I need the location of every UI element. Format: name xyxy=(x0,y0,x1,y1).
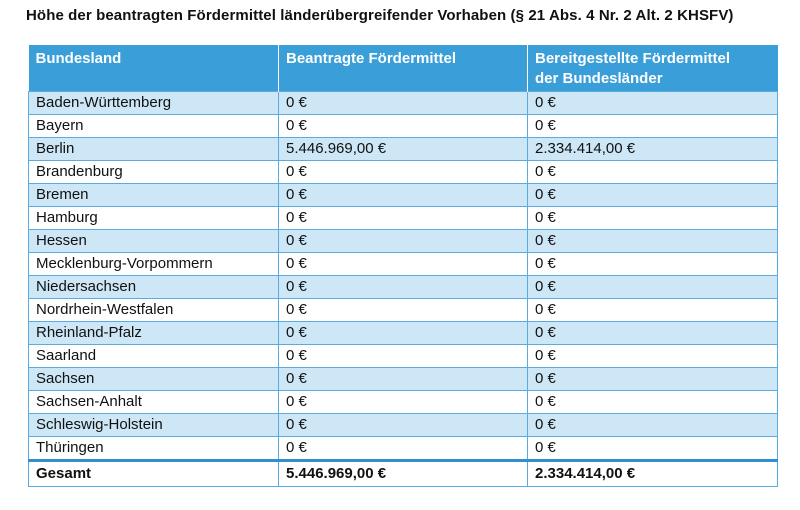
cell-bereitgestellt: 0 € xyxy=(528,414,778,437)
cell-beantragt: 5.446.969,00 € xyxy=(279,138,528,161)
table-row xyxy=(29,161,778,184)
funding-table xyxy=(28,45,778,487)
cell-bereitgestellt: 0 € xyxy=(528,299,778,322)
table-row xyxy=(29,322,778,345)
cell-bundesland: Rheinland-Pfalz xyxy=(29,322,279,345)
cell-beantragt: 0 € xyxy=(279,92,528,115)
table-row xyxy=(29,368,778,391)
cell-bereitgestellt: 0 € xyxy=(528,184,778,207)
cell-beantragt: 0 € xyxy=(279,276,528,299)
header-bundesland: Bundesland xyxy=(29,45,279,92)
table-row xyxy=(29,92,778,115)
cell-bundesland: Schleswig-Holstein xyxy=(29,414,279,437)
cell-bereitgestellt: 0 € xyxy=(528,92,778,115)
cell-bundesland: Hessen xyxy=(29,230,279,253)
cell-bereitgestellt: 0 € xyxy=(528,230,778,253)
cell-beantragt: 0 € xyxy=(279,184,528,207)
cell-beantragt: 0 € xyxy=(279,161,528,184)
table-row xyxy=(29,299,778,322)
cell-bundesland: Nordrhein-Westfalen xyxy=(29,299,279,322)
table-row xyxy=(29,138,778,161)
header-provided-line1: Bereitgestellte Fördermittel xyxy=(535,50,731,67)
cell-bundesland: Niedersachsen xyxy=(29,276,279,299)
total-requested: 5.446.969,00 € xyxy=(279,461,528,487)
table-row xyxy=(29,230,778,253)
table-row xyxy=(29,115,778,138)
table-row xyxy=(29,184,778,207)
cell-bereitgestellt: 0 € xyxy=(528,115,778,138)
header-provided-line2: der Bundesländer xyxy=(535,70,663,87)
cell-bundesland: Saarland xyxy=(29,345,279,368)
total-row xyxy=(29,461,778,487)
cell-beantragt: 0 € xyxy=(279,253,528,276)
cell-bereitgestellt: 0 € xyxy=(528,368,778,391)
table-row xyxy=(29,276,778,299)
cell-bereitgestellt: 0 € xyxy=(528,276,778,299)
table-row xyxy=(29,345,778,368)
table-row xyxy=(29,391,778,414)
header-bereitgestellte-foerdermittel xyxy=(528,45,778,92)
cell-beantragt: 0 € xyxy=(279,322,528,345)
table-header xyxy=(29,45,778,92)
table-row xyxy=(29,437,778,461)
table-row xyxy=(29,207,778,230)
cell-bereitgestellt: 0 € xyxy=(528,253,778,276)
cell-bereitgestellt: 2.334.414,00 € xyxy=(528,138,778,161)
cell-bereitgestellt: 0 € xyxy=(528,345,778,368)
cell-beantragt: 0 € xyxy=(279,391,528,414)
cell-beantragt: 0 € xyxy=(279,414,528,437)
table-row xyxy=(29,414,778,437)
cell-bereitgestellt: 0 € xyxy=(528,391,778,414)
cell-beantragt: 0 € xyxy=(279,299,528,322)
total-provided: 2.334.414,00 € xyxy=(528,461,778,487)
cell-bundesland: Sachsen xyxy=(29,368,279,391)
cell-bundesland: Sachsen-Anhalt xyxy=(29,391,279,414)
cell-beantragt: 0 € xyxy=(279,207,528,230)
header-row xyxy=(29,45,778,92)
cell-bundesland: Brandenburg xyxy=(29,161,279,184)
cell-bereitgestellt: 0 € xyxy=(528,207,778,230)
table-row xyxy=(29,253,778,276)
cell-bundesland: Baden-Württemberg xyxy=(29,92,279,115)
cell-bereitgestellt: 0 € xyxy=(528,322,778,345)
cell-beantragt: 0 € xyxy=(279,345,528,368)
cell-bundesland: Bayern xyxy=(29,115,279,138)
table-footer xyxy=(29,461,778,487)
cell-beantragt: 0 € xyxy=(279,437,528,461)
cell-bundesland: Thüringen xyxy=(29,437,279,461)
cell-beantragt: 0 € xyxy=(279,368,528,391)
cell-bundesland: Mecklenburg-Vorpommern xyxy=(29,253,279,276)
cell-beantragt: 0 € xyxy=(279,115,528,138)
page-title: Höhe der beantragten Fördermittel länderübergreifender Vorhaben (§ 21 Abs. 4 Nr. 2 Alt. 2 KHSFV) xyxy=(26,7,734,24)
cell-bundesland: Bremen xyxy=(29,184,279,207)
cell-bereitgestellt: 0 € xyxy=(528,437,778,461)
header-beantragte-foerdermittel: Beantragte Fördermittel xyxy=(279,45,528,92)
cell-bundesland: Hamburg xyxy=(29,207,279,230)
cell-bundesland: Berlin xyxy=(29,138,279,161)
cell-bereitgestellt: 0 € xyxy=(528,161,778,184)
total-label: Gesamt xyxy=(29,461,279,487)
table-body xyxy=(29,92,778,461)
cell-beantragt: 0 € xyxy=(279,230,528,253)
